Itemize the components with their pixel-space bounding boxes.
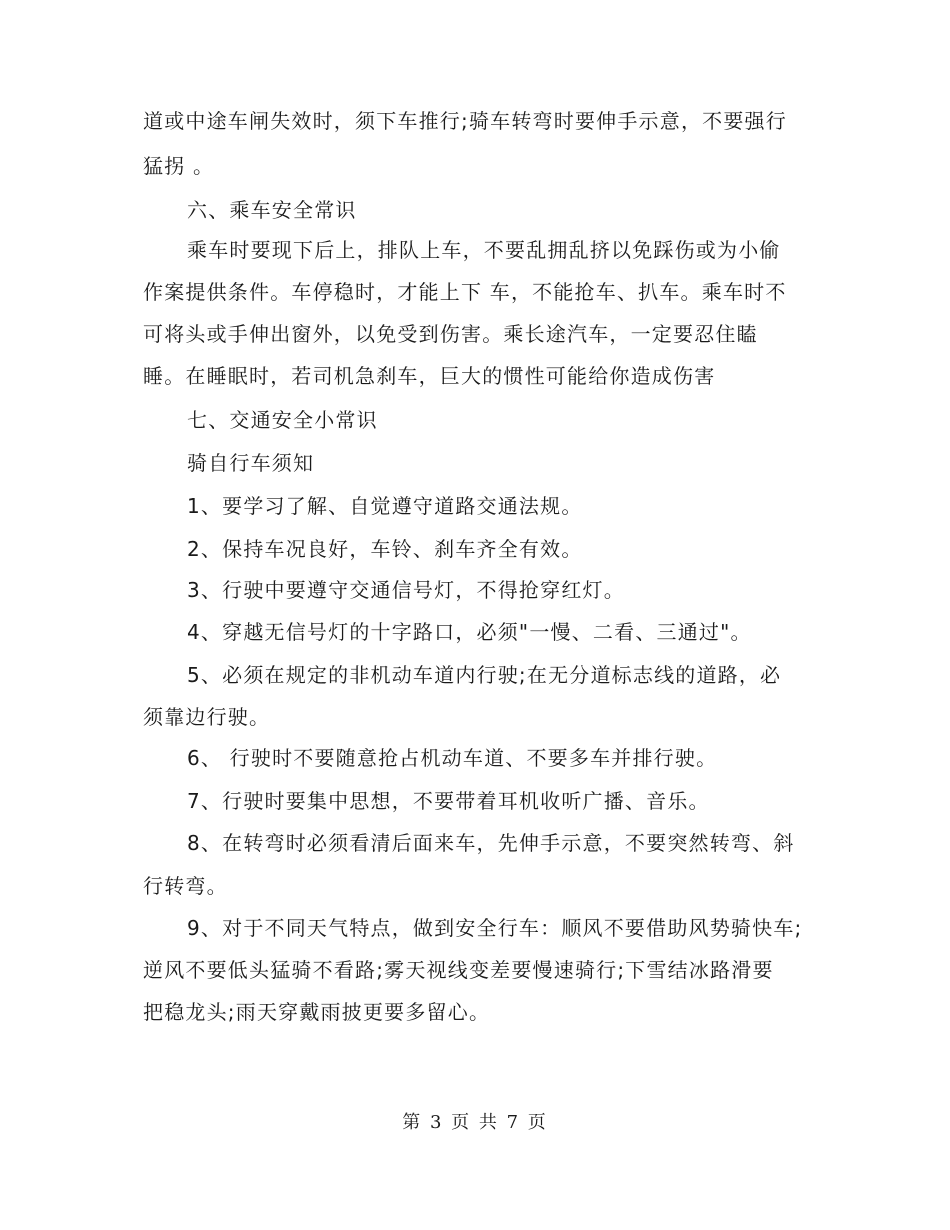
section-heading: 七、交通安全小常识 bbox=[187, 408, 378, 432]
list-item: 2、保持车况良好，车铃、刹车齐全有效。 bbox=[187, 537, 583, 561]
text-line: 乘车时要现下后上，排队上车，不要乱拥乱挤以免踩伤或为小偷 bbox=[187, 238, 781, 262]
list-item: 6、 行驶时不要随意抢占机动车道、不要多车并排行驶。 bbox=[187, 746, 718, 770]
list-item: 9、对于不同天气特点，做到安全行车：顺风不要借助风势骑快车; bbox=[187, 916, 803, 940]
list-item: 1、要学习了解、自觉遵守道路交通法规。 bbox=[187, 494, 583, 518]
list-item: 8、在转弯时必须看清后面来车，先伸手示意，不要突然转弯、斜 bbox=[187, 831, 795, 855]
text-line: 睡。在睡眠时，若司机急刹车，巨大的惯性可能给你造成伤害 bbox=[143, 364, 716, 388]
section-heading: 六、乘车安全常识 bbox=[187, 198, 357, 222]
list-item: 3、行驶中要遵守交通信号灯，不得抢穿红灯。 bbox=[187, 578, 625, 602]
text-line: 行转弯。 bbox=[143, 874, 228, 898]
text-line: 逆风不要低头猛骑不看路;雾天视线变差要慢速骑行;下雪结冰路滑要 bbox=[143, 958, 774, 982]
text-line: 作案提供条件。车停稳时，才能上下 车，不能抢车、扒车。乘车时不 bbox=[143, 280, 787, 304]
list-item: 5、必须在规定的非机动车道内行驶;在无分道标志线的道路，必 bbox=[187, 663, 782, 687]
subheading: 骑自行车须知 bbox=[187, 451, 315, 475]
list-item: 4、穿越无信号灯的十字路口，必须"一慢、二看、三通过"。 bbox=[187, 620, 752, 644]
text-line: 道或中途车闸失效时，须下车推行;骑车转弯时要伸手示意，不要强行 bbox=[143, 109, 787, 133]
page-number: 第 3 页 共 7 页 bbox=[402, 1112, 548, 1133]
text-line: 猛拐 。 bbox=[143, 154, 215, 178]
text-line: 须靠边行驶。 bbox=[143, 705, 271, 729]
list-item: 7、行驶时要集中思想，不要带着耳机收听广播、音乐。 bbox=[187, 789, 710, 813]
text-line: 把稳龙头;雨天穿戴雨披更要多留心。 bbox=[143, 1000, 491, 1024]
text-line: 可将头或手伸出窗外，以免受到伤害。乘长途汽车，一定要忍住瞌 bbox=[143, 322, 758, 346]
